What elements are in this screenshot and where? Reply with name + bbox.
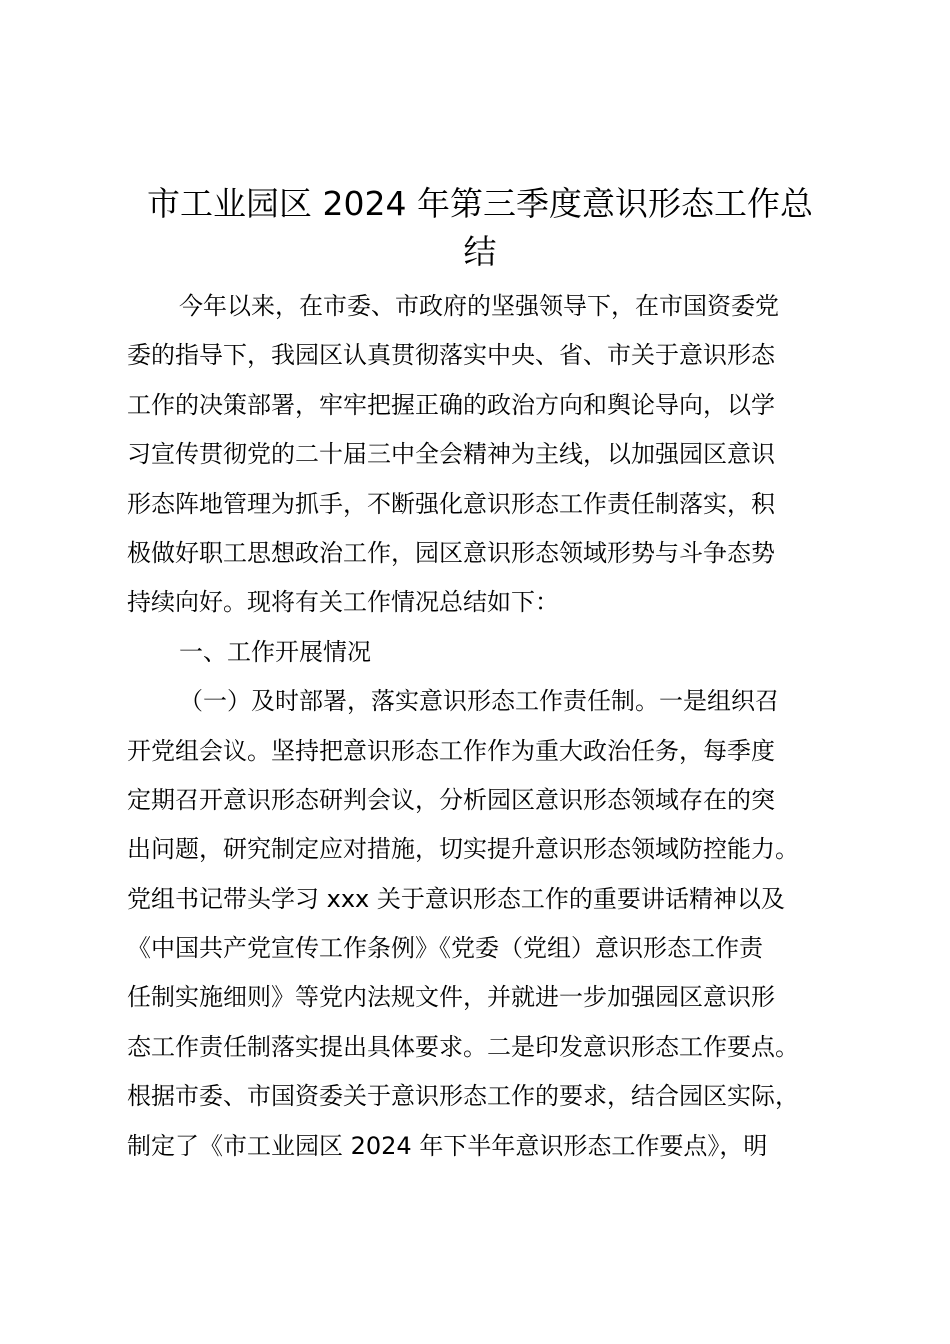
body-line: 工作的决策部署，牢牢把握正确的政治方向和舆论导向，以学 [127,390,775,419]
title-line: 结 [463,232,497,271]
body-line: 根据市委、市国资委关于意识形态工作的要求，结合园区实际， [127,1082,799,1111]
body-line: 习宣传贯彻党的二十届三中全会精神为主线，以加强园区意识 [127,440,775,469]
body-line: 持续向好。现将有关工作情况总结如下： [127,588,559,617]
body-line: 出问题，研究制定应对措施，切实提升意识形态领域防控能力。 [127,835,799,864]
body-line: 任制实施细则》等党内法规文件，并就进一步加强园区意识形 [127,983,775,1012]
document-body [127,282,857,1171]
body-line: 定期召开意识形态研判会议，分析园区意识形态领域存在的突 [127,785,775,814]
body-line: （一）及时部署，落实意识形态工作责任制。一是组织召 [179,687,779,716]
title-line: 市工业园区 2024 年第三季度意识形态工作总 [147,184,813,223]
body-line: 今年以来，在市委、市政府的坚强领导下，在市国资委党 [179,292,779,320]
section-heading: 一、工作开展情况 [179,637,371,666]
body-line: 开党组会议。坚持把意识形态工作作为重大政治任务，每季度 [127,736,775,765]
body-line: 态工作责任制落实提出具体要求。二是印发意识形态工作要点。 [127,1032,799,1061]
body-line: 极做好职工思想政治工作，园区意识形态领域形势与斗争态势 [127,538,775,567]
document-title [110,180,850,276]
body-line: 制定了《市工业园区 2024 年下半年意识形态工作要点》，明 [127,1131,768,1160]
body-line: 党组书记带头学习 xxx 关于意识形态工作的重要讲话精神以及 [127,884,785,913]
body-line: 形态阵地管理为抓手，不断强化意识形态工作责任制落实，积 [127,489,775,518]
body-line: 《中国共产党宣传工作条例》《党委（党组）意识形态工作责 [127,934,763,963]
body-line: 委的指导下，我园区认真贯彻落实中央、省、市关于意识形态 [127,341,775,370]
